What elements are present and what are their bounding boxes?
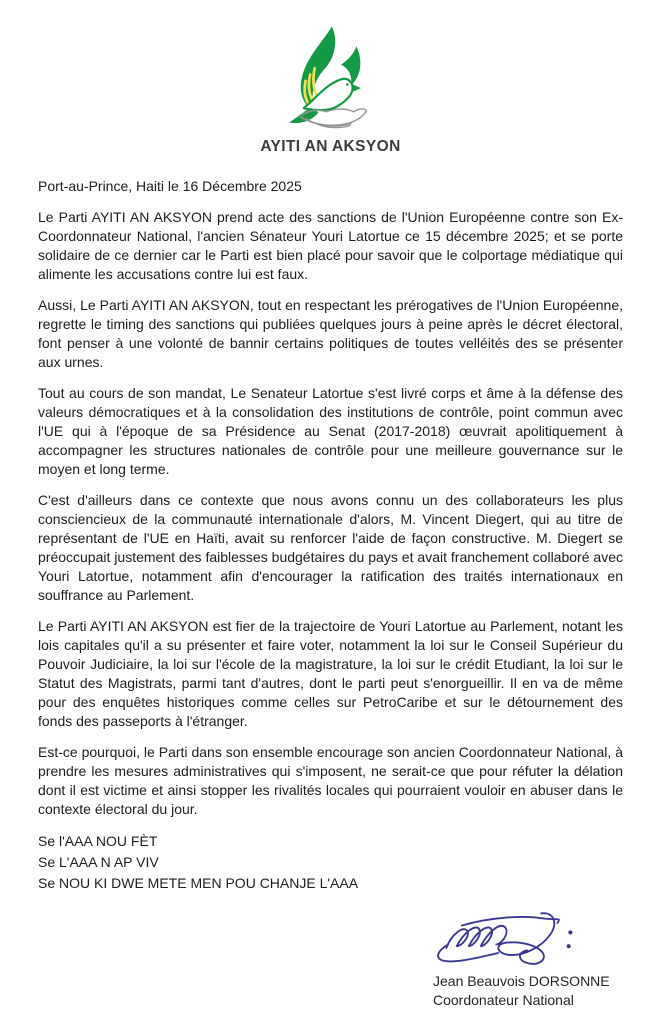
dove-logo-icon bbox=[272, 24, 390, 136]
slogans bbox=[38, 831, 623, 894]
party-logo bbox=[0, 0, 661, 156]
paragraph-2: Aussi, Le Parti AYITI AN AKSYON, tout en respectant les prérogatives de l'Union Européenne, regrette le timing des sanctions qui publiées quelques jours à peine après le décret électoral, font penser à une volonté de bannir certains politiques de toutes velléités des se présenter aux urnes. bbox=[38, 297, 623, 370]
dateline: Port-au-Prince, Haiti le 16 Décembre 2025 bbox=[38, 178, 302, 194]
paragraph-5: Le Parti AYITI AN AKSYON est fier de la trajectoire de Youri Latortue au Parlement, notant les lois capitales qu'il a su présenter et faire voter, notamment la loi sur le Conseil Supérieur du Pouvoir Judiciaire, la loi sur l'école de la magistrature, la loi sur le crédit Etudiant, la loi sur le Statut des Magistrats, parmi tant d'autres, dont le parti peut s'enorgueillir. Il en va de même pour des enquêtes historiques comme celles sur PetroCaribe et sur le détournement des fonds des passeports à l'étranger. bbox=[38, 618, 623, 729]
paragraph-6: Est-ce pourquoi, le Parti dans son ensemble encourage son ancien Coordonnateur National, à prendre les mesures administratives qui s'imposent, ne serait-ce que pour réfuter la délation dont il est victime et ainsi stopper les rivalités locales qui pourraient vouloir en abuser dans le contexte électoral du jour. bbox=[38, 744, 623, 817]
signature-block bbox=[433, 910, 623, 1010]
paragraph-4: C'est d'ailleurs dans ce contexte que nous avons connu un des collaborateurs les plus consciencieux de la communauté internationale d'alors, M. Vincent Diegert, qui au titre de représentant de l'UE en Haïti, avait su renforcer l'aide de façon constructive. M. Diegert se préoccupait justement des faiblesses budgétaires du pays et avait franchement collaboré avec Youri Latortue, notamment afin d'encourager la ratification des traités internationaux en souffrance au Parlement. bbox=[38, 492, 623, 603]
signatory-title: Coordonateur National bbox=[433, 992, 574, 1008]
signatory-name: Jean Beauvois DORSONNE bbox=[433, 973, 610, 989]
dove-icon bbox=[289, 26, 361, 123]
signature-icon bbox=[417, 910, 617, 972]
party-name: AYITI AN AKSYON bbox=[260, 138, 401, 155]
slogan-line-2: Se L'AAA N AP VIV bbox=[38, 854, 159, 870]
paragraph-3: Tout au cours de son mandat, Le Senateur Latortue s'est livré corps et âme à la défense des valeurs démocratiques et à la consolidation des institutions de contrôle, point commun avec l'UE qui à l'époque de sa Présidence au Senat (2017-2018) œuvrait apolitiquement à accompagner les structures nationales de contrôle pour une meilleure gouvernance sur le moyen et long terme. bbox=[38, 385, 623, 477]
letter-body bbox=[0, 177, 661, 1010]
paragraph-1: Le Parti AYITI AN AKSYON prend acte des sanctions de l'Union Européenne contre son Ex-Coordonnateur National, l'ancien Sénateur Youri Latortue ce 15 décembre 2025; et se porte solidaire de ce dernier car le Parti est bien placé pour savoir que le colportage médiatique qui alimente les accusations contre lui est faux. bbox=[38, 209, 623, 282]
slogan-line-1: Se l'AAA NOU FÈT bbox=[38, 833, 158, 849]
slogan-line-3: Se NOU KI DWE METE MEN POU CHANJE L'AAA bbox=[38, 875, 359, 891]
